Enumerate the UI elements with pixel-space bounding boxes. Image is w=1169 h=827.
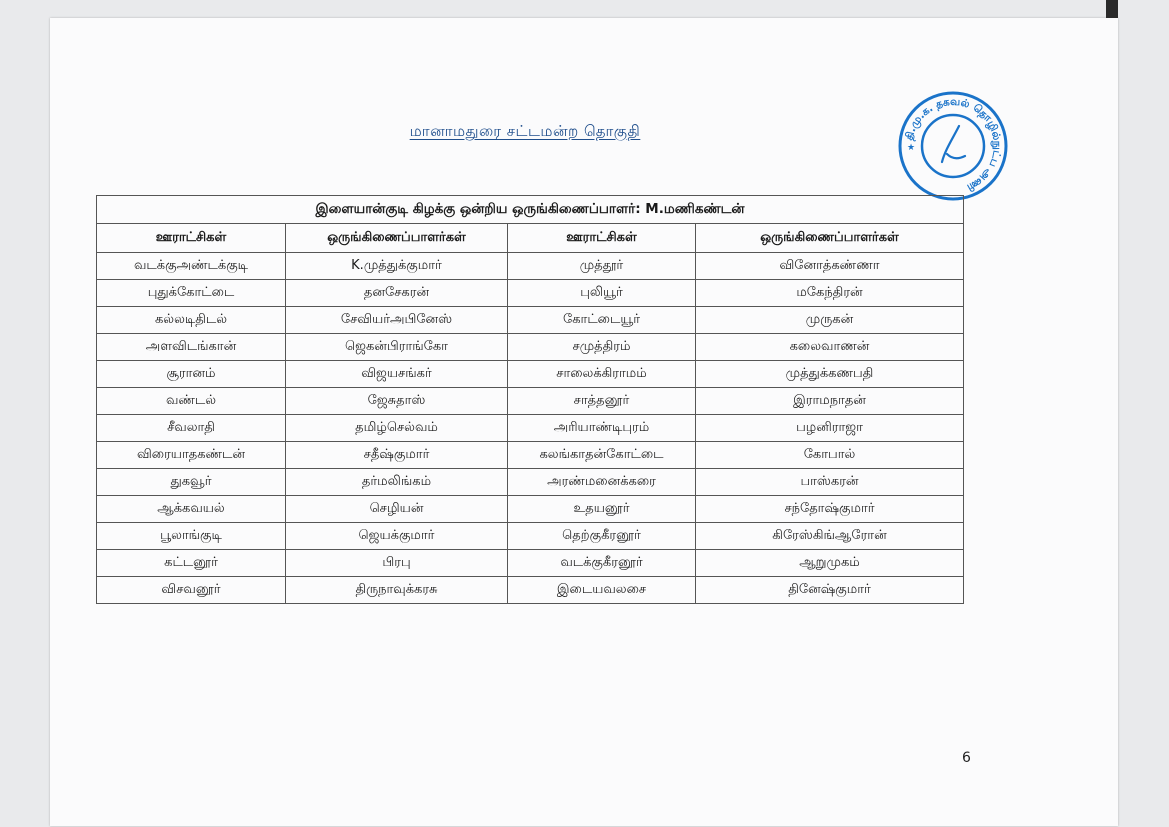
panchayat-cell: புதுக்கோட்டை (97, 280, 286, 307)
panchayat-cell: விரையாதகண்டன் (97, 442, 286, 469)
coordinator-cell: முருகன் (696, 307, 964, 334)
table-row (97, 307, 964, 334)
header-panchayats-2: ஊராட்சிகள் (508, 224, 696, 253)
table-row (97, 496, 964, 523)
table-row (97, 442, 964, 469)
panchayat-cell: அரியாண்டிபுரம் (508, 415, 696, 442)
coordinator-cell: பிரபு (286, 550, 508, 577)
page-title: மானாமதுரை சட்டமன்ற தொகுதி (409, 122, 641, 140)
coordinator-cell: முத்துக்கணபதி (696, 361, 964, 388)
coordinator-cell: வினோத்கண்ணா (696, 253, 964, 280)
table-row (97, 577, 964, 604)
table-row (97, 469, 964, 496)
coordinator-cell: விஜயசங்கர் (286, 361, 508, 388)
coordinator-cell: சதீஷ்குமார் (286, 442, 508, 469)
panchayat-cell: உதயனூர் (508, 496, 696, 523)
panchayat-cell: சமுத்திரம் (508, 334, 696, 361)
coordinator-cell: கிரேஸ்கிங்ஆரோன் (696, 523, 964, 550)
panchayat-cell: கோட்டையூர் (508, 307, 696, 334)
coordinator-cell: ஜேசுதாஸ் (286, 388, 508, 415)
coordinator-cell: கலைவாணன் (696, 334, 964, 361)
panchayat-cell: சாத்தனூர் (508, 388, 696, 415)
panchayat-cell: சீவலாதி (97, 415, 286, 442)
panchayat-cell: கட்டனூர் (97, 550, 286, 577)
coordinator-cell: ஆறுமுகம் (696, 550, 964, 577)
panchayat-cell: வடக்குகீரனூர் (508, 550, 696, 577)
svg-text:தி.மு.க. தகவல் தொழில்நுட்ப அணி (903, 96, 1003, 194)
coordinator-cell: மகேந்திரன் (696, 280, 964, 307)
panchayat-cell: ஆக்கவயல் (97, 496, 286, 523)
coordinator-cell: திருநாவுக்கரசு (286, 577, 508, 604)
coordinator-cell: தனசேகரன் (286, 280, 508, 307)
panchayat-cell: இடையவலசை (508, 577, 696, 604)
header-coordinators-2: ஒருங்கிணைப்பாளர்கள் (696, 224, 964, 253)
panchayat-cell: அரண்மனைக்கரை (508, 469, 696, 496)
panchayat-cell: கலங்காதன்கோட்டை (508, 442, 696, 469)
coordinator-cell: சேவியர்அபினேஸ் (286, 307, 508, 334)
table-row (97, 523, 964, 550)
header-coordinators-1: ஒருங்கிணைப்பாளர்கள் (286, 224, 508, 253)
coordinator-cell: தமிழ்செல்வம் (286, 415, 508, 442)
table-row (97, 415, 964, 442)
panchayat-cell: வடக்குஅண்டக்குடி (97, 253, 286, 280)
panchayat-cell: துகவூர் (97, 469, 286, 496)
table-caption: இளையான்குடி கிழக்கு ஒன்றிய ஒருங்கிணைப்பாளர்: M.மணிகண்டன் (97, 196, 964, 224)
coordinator-cell: செழியன் (286, 496, 508, 523)
coordinator-cell: K.முத்துக்குமார் (286, 253, 508, 280)
page-number: 6 (962, 750, 971, 766)
coordinators-table (96, 195, 964, 604)
panchayat-cell: சாலைக்கிராமம் (508, 361, 696, 388)
table-row (97, 361, 964, 388)
panchayat-cell: சூரானம் (97, 361, 286, 388)
panchayat-cell: புலியூர் (508, 280, 696, 307)
scan-edge-mark (1106, 0, 1118, 18)
seal-text: தி.மு.க. தகவல் தொழில்நுட்ப அணி (903, 95, 1004, 194)
table-row (97, 388, 964, 415)
panchayat-cell: வண்டல் (97, 388, 286, 415)
party-seal-logo (897, 90, 1009, 202)
coordinator-cell: கோபால் (696, 442, 964, 469)
coordinator-cell: ஜெகன்பிராங்கோ (286, 334, 508, 361)
table-row (97, 334, 964, 361)
header-panchayats-1: ஊராட்சிகள் (97, 224, 286, 253)
panchayat-cell: அளவிடங்கான் (97, 334, 286, 361)
table-caption-row (97, 196, 964, 224)
coordinator-cell: இராமநாதன் (696, 388, 964, 415)
svg-text:★: ★ (907, 143, 916, 153)
table-row (97, 280, 964, 307)
coordinator-cell: பாஸ்கரன் (696, 469, 964, 496)
panchayat-cell: தெற்குகீரனூர் (508, 523, 696, 550)
coordinator-cell: தினேஷ்குமார் (696, 577, 964, 604)
panchayat-cell: விசவனூர் (97, 577, 286, 604)
coordinator-cell: பழனிராஜா (696, 415, 964, 442)
panchayat-cell: பூலாங்குடி (97, 523, 286, 550)
table-row (97, 550, 964, 577)
coordinator-cell: சந்தோஷ்குமார் (696, 496, 964, 523)
coordinator-cell: தர்மலிங்கம் (286, 469, 508, 496)
panchayat-cell: கல்லடிதிடல் (97, 307, 286, 334)
panchayat-cell: முத்தூர் (508, 253, 696, 280)
table-header-row (97, 224, 964, 253)
coordinator-cell: ஜெயக்குமார் (286, 523, 508, 550)
table-row (97, 253, 964, 280)
